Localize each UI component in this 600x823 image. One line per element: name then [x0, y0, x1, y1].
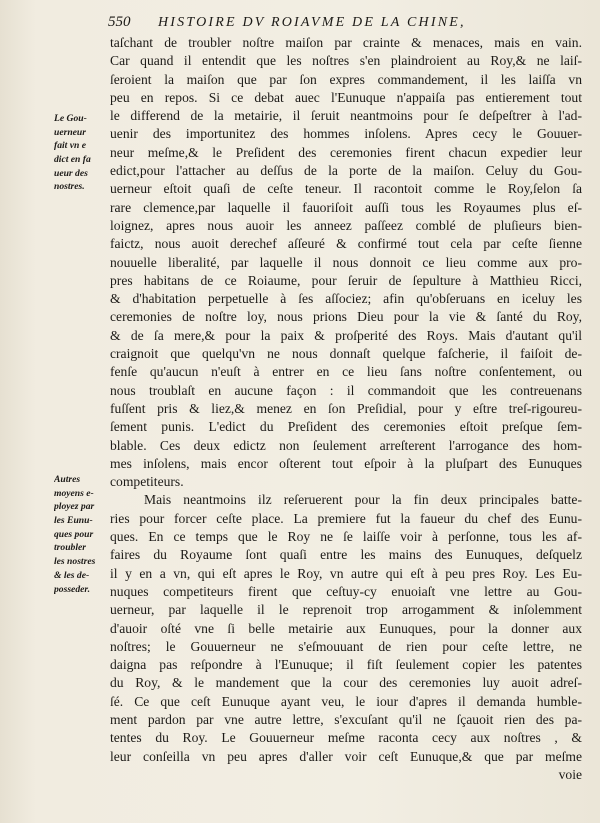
text-line: & d'habitation perpetuelle à ſes aſſociez; afin qu'obſeruans en iceluy les: [110, 291, 582, 307]
margin-note-line: Le Gou-: [54, 113, 87, 124]
margin-note-line: nostres.: [54, 181, 85, 193]
text-line: ries pour forcer ceſte place. La premiere fut la faueur du chef des Eunu-: [110, 510, 582, 526]
margin-note-line: Autres: [54, 474, 81, 485]
margin-note-line: ueur des: [54, 167, 88, 179]
margin-note-line: uerneur: [54, 126, 86, 138]
text-line: nuques competiteurs firent que ceſtuy-cy enuoiaſt vne lettre au Gou-: [110, 583, 582, 599]
text-line: ment pardon par vne autre lettre, s'excuſant qu'il ne ſçauoit rien des pa-: [110, 711, 582, 727]
text-line: rare clemence,par laquelle il fauoriſoit auſſi tous les Royaumes plus eſ-: [110, 199, 582, 215]
body-text: [110, 34, 582, 784]
text-line: il y en a vn, qui eſt apres le Roy, vn autre qui eſt à peu pres Roy. Les Eu-: [110, 565, 582, 581]
text-line: uenir des importunitez des hommes inſolens. Apres cecy le Gouuer-: [110, 126, 582, 142]
catchword: voie: [558, 766, 582, 782]
text-line: ques. En ce temps que le Roy ne ſe laiſſe voir à perſonne, tous les af-: [110, 529, 582, 545]
text-line: ceremonies de noſtre loy, nous prions Dieu pour la vie & ſanté du Roy,: [110, 309, 582, 325]
text-line: faictz, nous auoit derechef aſſeuré & confirmé tout cela par ceſte ſienne: [110, 236, 582, 252]
text-line: nouuelle liberalité, par laquelle il nous donnoit ce lieu comme aux pro-: [110, 254, 582, 270]
text-line: loignez, apres nous auoir les anneez paſſeez comblé de pluſieurs bien-: [110, 217, 582, 233]
text-line: du Roy, & le mandement que la cour des ceremonies luy auoit adreſ-: [110, 675, 582, 691]
text-line: daigna pas reſpondre à l'Eunuque; il fiſt ſeulement copier les patentes: [110, 657, 582, 673]
text-line: ſé. Ce que ceſt Eunuque ayant veu, le iour d'apres il demanda humble-: [110, 693, 582, 709]
text-line: nous troublaſt en aucune façon : il commandoit que les contreuenans: [110, 382, 582, 398]
margin-note-autres-moyens: [54, 473, 110, 596]
text-line: blable. Ces deux edictz non ſeulement arreſterent l'arrogance des hom-: [110, 437, 582, 453]
text-line: craignoit que quelqu'vn ne nous donnaſt quelque faſcherie, il faiſoit de-: [110, 346, 582, 362]
text-line: pres habitans de ce Roiaume, pour ſeruir de ſepulture à Matthieu Ricci,: [110, 272, 582, 288]
page-number: 550: [108, 14, 131, 30]
margin-note-line: les Eunu-: [54, 515, 93, 527]
text-line: mes inſolens, mais encor oſterent tout eſpoir à la pluſpart des Eunuques: [110, 455, 582, 471]
page-header: [108, 14, 588, 36]
margin-note-line: ques pour: [54, 528, 94, 540]
paragraph: [110, 491, 582, 765]
margin-note-line: les nostres: [54, 556, 96, 568]
margin-note-line: moyens e-: [54, 487, 94, 499]
text-line: fenſe qu'aucun n'euſt à entrer en ce lieu ſans noſtre conſentement, ou: [110, 364, 582, 380]
text-line: le differend de la metairie, il ſeruit neantmoins pour ſe deſpeſtrer à l'ad-: [110, 108, 582, 124]
text-line: ſement punis. L'edict du Preſident des ceremonies eſtoit preſque ſem-: [110, 419, 582, 435]
text-line: competiteurs.: [110, 474, 184, 490]
paragraph: [110, 34, 582, 491]
text-line: noſtres; le Gouuerneur ne s'eſmouuant de rien pour ceſte lettre, ne: [110, 638, 582, 654]
text-line: fuſſent pris & liez,& menez en ſon Preſidial, pour y eſtre treſ-rigoureu-: [110, 400, 582, 416]
text-line: Car quand il entendit que les noſtres s'en plaindroient au Roy,& ne laiſ-: [110, 53, 582, 69]
margin-note-line: troubler: [54, 542, 86, 554]
margin-note-line: ployez par: [54, 501, 95, 513]
text-line: & de ſa mere,& pour la paix & proſperité des Roys. Mais d'autant qu'il: [110, 327, 582, 343]
margin-note-line: & les de-: [54, 569, 90, 581]
text-line: taſchant de troubler noſtre maiſon par crainte & menaces, mais en vain.: [110, 35, 582, 50]
margin-note-line: posseder.: [54, 583, 90, 595]
text-line: Mais neantmoins ilz reſeruerent pour la fin deux principales batte-: [144, 492, 582, 508]
margin-note-gouverneur-edict: [54, 112, 110, 194]
text-line: tentes du Roy. Le Gouuerneur meſme raconta cecy aux noſtres , &: [110, 730, 582, 746]
running-title: HISTOIRE DV ROIAVME DE LA CHINE,: [158, 15, 466, 30]
text-line: ſeroient la maiſon que par ſon expres commandement, il les laiſſa vn: [110, 71, 582, 87]
margin-note-line: fait vn e: [54, 140, 86, 152]
margin-note-line: dict en fa: [54, 154, 91, 166]
text-line: uerneur, par laquelle il le reprenoit trop arrogamment & inſolemment: [110, 602, 582, 618]
text-line: uerneur eſtoit quaſi de ceſte teneur. Il racontoit comme le Roy,ſelon ſa: [110, 181, 582, 197]
text-line: faires du Royaume ſont quaſi entre les mains des Eunuques, deſquelz: [110, 547, 582, 563]
text-line: edict,pour l'attacher au deſſus de la porte de la maiſon. Celuy du Gou-: [110, 163, 582, 179]
text-line: neur meſme,& le Preſident des ceremonies firent chacun expedier leur: [110, 144, 582, 160]
text-line: leur conſeilla vn peu apres d'aller voir ceſt Eunuque,& que par meſme: [110, 748, 582, 764]
text-line: d'auoir oſté vne ſi belle metairie aux Eunuques, pour la donner aux: [110, 620, 582, 636]
text-line: peu en repos. Si ce debat auec l'Eunuque n'appaiſa pas entierement tout: [110, 89, 582, 105]
